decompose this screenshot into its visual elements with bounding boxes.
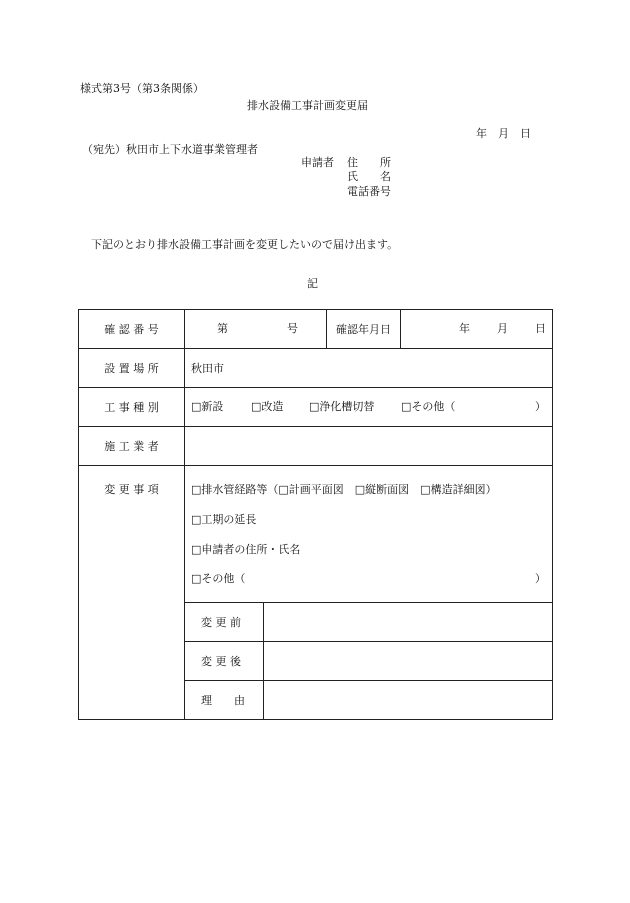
change-item-applicant-info[interactable]: □申請者の住所・氏名 [191,543,301,556]
reason-value[interactable] [264,681,553,720]
contractor-label: 施 工 業 者 [79,427,185,466]
after-label: 変 更 後 [185,642,264,681]
form-number: 様式第3号（第3条関係） [80,82,204,95]
addressee: （宛先）秋田市上下水道事業管理者 [82,143,258,156]
applicant-phone-label: 電話番号 [347,185,391,198]
location-label: 設 置 場 所 [79,349,185,388]
date-day: 日 [535,322,546,335]
work-type-label: 工 事 種 別 [79,388,185,427]
option-septic-switch[interactable]: □浄化槽切替 [309,400,375,413]
table-row-contractor [79,427,553,466]
table-row-work-type [79,388,553,427]
work-type-options [185,388,553,427]
option-other[interactable]: □その他（ [401,400,456,413]
before-value[interactable] [264,603,553,642]
location-value: 秋田市 [185,349,553,388]
change-item-other-close: ） [535,572,546,585]
date-year: 年 [459,322,470,335]
confirmation-number-label: 確 認 番 号 [79,310,185,349]
number-prefix: 第 [217,322,228,335]
changes-label: 変 更 事 項 [79,466,185,720]
change-item-other[interactable]: □その他（ [191,572,246,585]
ki-heading: 記 [307,277,318,290]
change-item-pipe-route[interactable]: □排水管経路等（□計画平面図 □縦断面図 □構造詳細図） [191,483,497,496]
confirmation-date-label: 確認年月日 [327,310,401,349]
confirmation-date-cell [401,310,553,349]
option-renovation[interactable]: □改造 [251,400,284,413]
applicant-address-label: 住 所 [347,156,391,169]
option-new[interactable]: □新設 [191,400,224,413]
table-row-confirmation [79,310,553,349]
option-other-close: ） [535,400,546,413]
submission-date: 年 月 日 [476,127,531,140]
statement-text: 下記のとおり排水設備工事計画を変更したいので届け出ます。 [91,238,399,251]
before-label: 変 更 前 [185,603,264,642]
table-row-location [79,349,553,388]
application-table [78,309,553,720]
table-row-changes [79,466,553,603]
after-value[interactable] [264,642,553,681]
changes-items [185,466,553,603]
applicant-label: 申請者 [301,156,334,169]
change-item-period-extension[interactable]: □工期の延長 [191,513,257,526]
applicant-name-label: 氏 名 [347,170,391,183]
contractor-value[interactable] [185,427,553,466]
date-month: 月 [497,322,508,335]
confirmation-number-cell [185,310,327,349]
document-title: 排水設備工事計画変更届 [247,99,368,112]
number-suffix: 号 [287,322,298,335]
reason-label: 理 由 [185,681,264,720]
